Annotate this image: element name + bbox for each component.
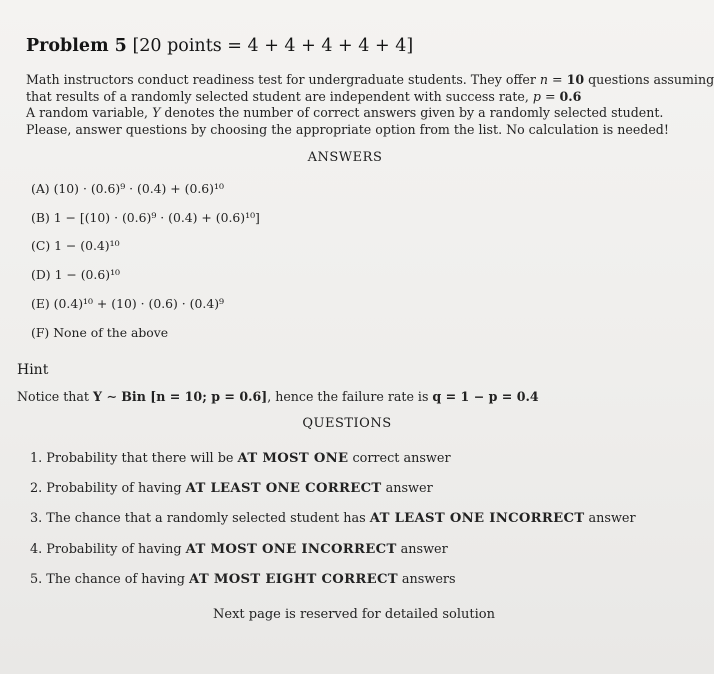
- statement-line-3: A random variable, Y denotes the number of correct answers given by a randomly selected student.: [26, 105, 664, 120]
- question-4: 4. Probability of having AT MOST ONE INCORRECT answer: [30, 542, 448, 557]
- problem-points: [20 points = 4 + 4 + 4 + 4 + 4]: [132, 36, 414, 56]
- answer-option-e: (E) (0.4)¹⁰ + (10) · (0.6) · (0.4)⁹: [31, 296, 225, 311]
- question-2: 2. Probability of having AT LEAST ONE CORRECT answer: [30, 481, 433, 496]
- question-5: 5. The chance of having AT MOST EIGHT CORRECT answers: [30, 572, 456, 587]
- questions-heading: QUESTIONS: [302, 416, 392, 431]
- answers-heading: ANSWERS: [307, 150, 383, 165]
- answer-option-b: (B) 1 − [(10) · (0.6)⁹ · (0.4) + (0.6)¹⁰]: [31, 210, 260, 225]
- answer-option-f: (F) None of the above: [31, 325, 169, 340]
- statement-line-2: that results of a randomly selected student are independent with success rate, p = 0.6: [26, 88, 582, 104]
- answer-option-d: (D) 1 − (0.6)¹⁰: [31, 267, 121, 282]
- hint-text: Notice that Y ∼ Bin [n = 10; p = 0.6], hence the failure rate is q = 1 − p = 0.4: [17, 389, 539, 404]
- problem-number: Problem 5: [26, 36, 127, 56]
- footer-note: Next page is reserved for detailed solution: [213, 607, 495, 622]
- problem-statement: [26, 72, 714, 138]
- question-1: 1. Probability that there will be AT MOST ONE correct answer: [30, 451, 451, 466]
- problem-title: [26, 36, 413, 56]
- statement-line-4: Please, answer questions by choosing the appropriate option from the list. No calculation is needed!: [26, 121, 669, 137]
- answer-option-a: (A) (10) · (0.6)⁹ · (0.4) + (0.6)¹⁰: [31, 181, 224, 196]
- hint-heading: Hint: [17, 362, 49, 378]
- statement-line-1: Math instructors conduct readiness test for undergraduate students. They offer n = 10 questions assuming: [26, 72, 714, 87]
- question-3: 3. The chance that a randomly selected student has AT LEAST ONE INCORRECT answer: [30, 511, 636, 526]
- answer-option-c: (C) 1 − (0.4)¹⁰: [31, 238, 120, 253]
